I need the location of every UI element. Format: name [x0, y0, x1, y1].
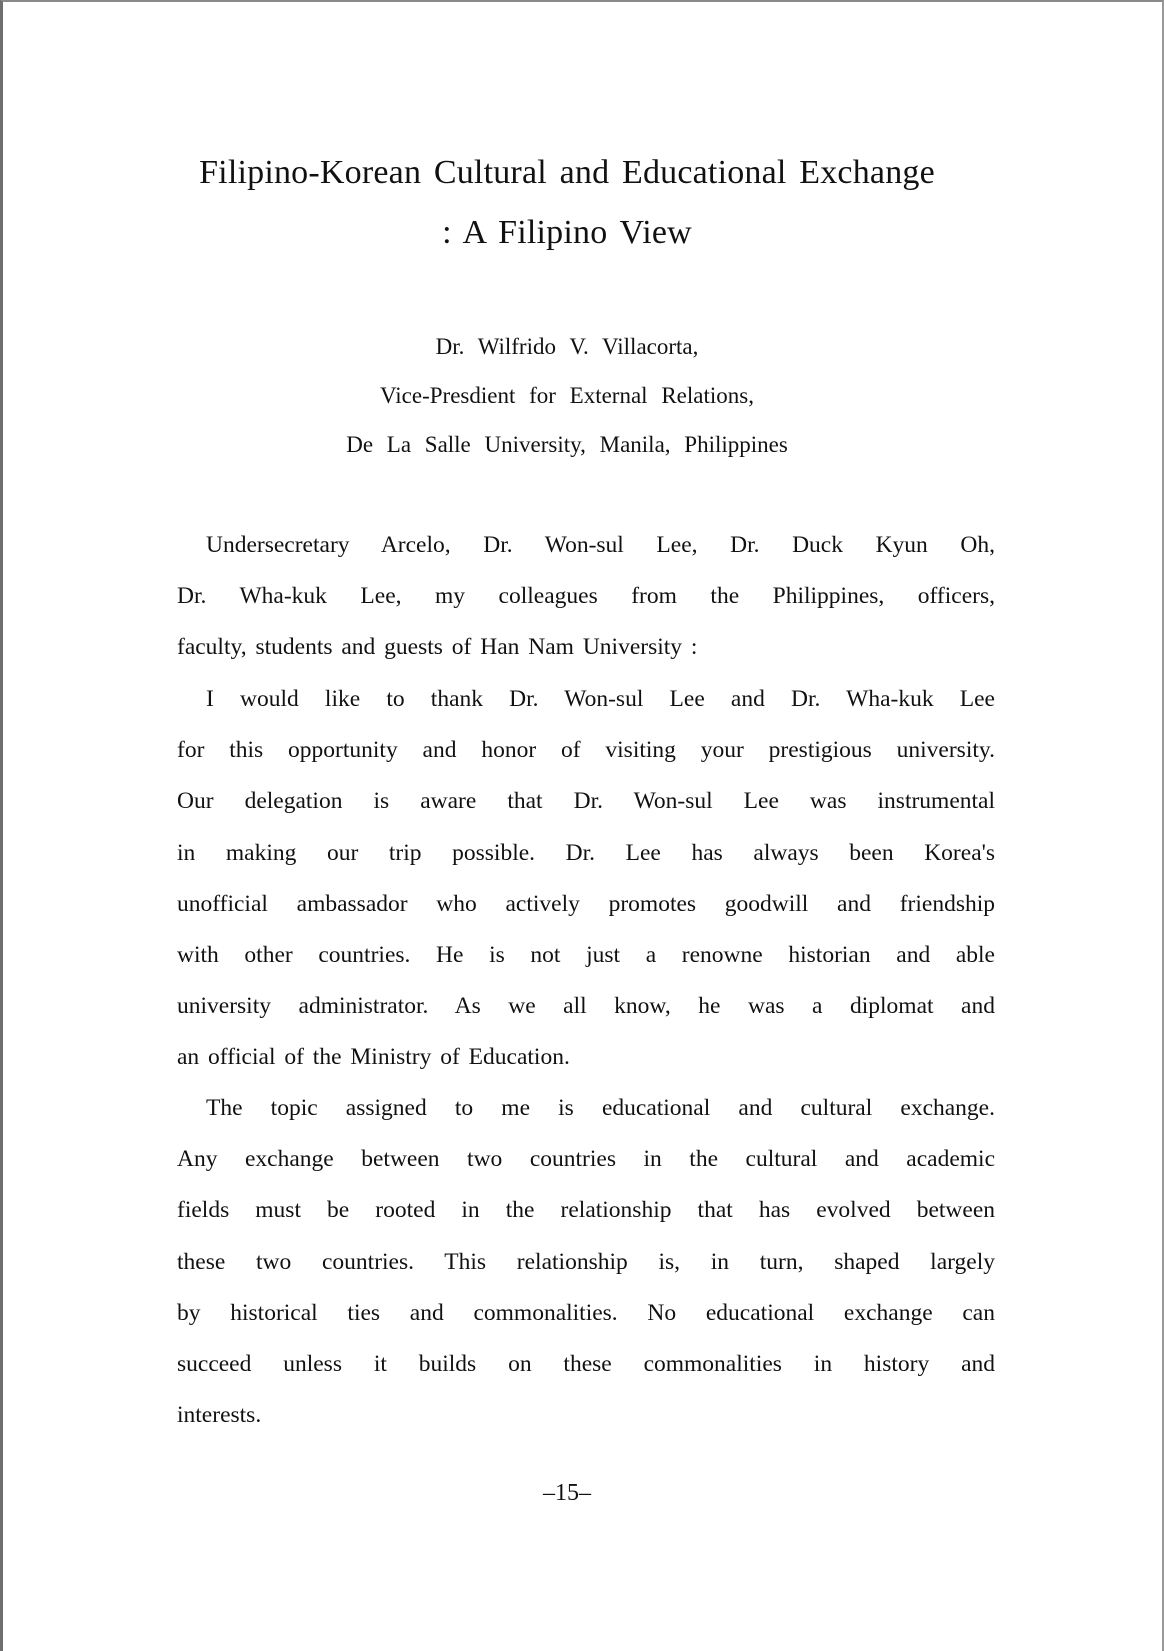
paragraph-line: succeed unless it builds on these commonalities in history and — [177, 1351, 995, 1378]
paragraph-line: in making our trip possible. Dr. Lee has always been Korea's — [177, 839, 995, 866]
paragraph-line: with other countries. He is not just a renowne historian and able — [177, 942, 995, 969]
paragraph-line: The topic assigned to me is educational and cultural exchange. — [206, 1095, 995, 1121]
paragraph-line: Undersecretary Arcelo, Dr. Won-sul Lee, Dr. Duck Kyun Oh, — [206, 532, 995, 558]
paragraph-line: fields must be rooted in the relationship that has evolved between — [177, 1197, 995, 1224]
paragraph-line: unofficial ambassador who actively promotes goodwill and friendship — [177, 890, 995, 917]
paragraph-line: an official of the Ministry of Education. — [177, 1044, 570, 1071]
author-affiliation: De La Salle University, Manila, Philippines — [346, 432, 788, 457]
paragraph-line: for this opportunity and honor of visiting your prestigious university. — [177, 737, 995, 764]
paragraph-line: by historical ties and commonalities. No educational exchange can — [177, 1299, 995, 1326]
author-position: Vice-Presdient for External Relations, — [380, 383, 754, 408]
paragraph-line: these two countries. This relationship is, in turn, shaped largely — [177, 1248, 995, 1275]
paragraph-line: Any exchange between two countries in the cultural and academic — [177, 1146, 995, 1173]
paragraph-line: university administrator. As we all know, he was a diplomat and — [177, 993, 995, 1020]
author-name: Dr. Wilfrido V. Villacorta, — [435, 334, 699, 359]
paragraph-line: Our delegation is aware that Dr. Won-sul Lee was instrumental — [177, 788, 995, 815]
document-title-line-2: : A Filipino View — [442, 214, 692, 251]
paragraph-salutation — [177, 520, 995, 674]
paragraph-acknowledgement — [177, 674, 995, 1084]
paragraph-line: interests. — [177, 1402, 262, 1429]
document-title-line-1: Filipino-Korean Cultural and Educational Exchange — [199, 154, 935, 191]
paragraph-topic — [177, 1083, 995, 1441]
paragraph-line: I would like to thank Dr. Won-sul Lee and Dr. Wha-kuk Lee — [206, 686, 995, 712]
paragraph-line: Dr. Wha-kuk Lee, my colleagues from the Philippines, officers, — [177, 583, 995, 610]
paragraph-line: faculty, students and guests of Han Nam University : — [177, 634, 698, 661]
page-number: –15– — [543, 1480, 591, 1506]
